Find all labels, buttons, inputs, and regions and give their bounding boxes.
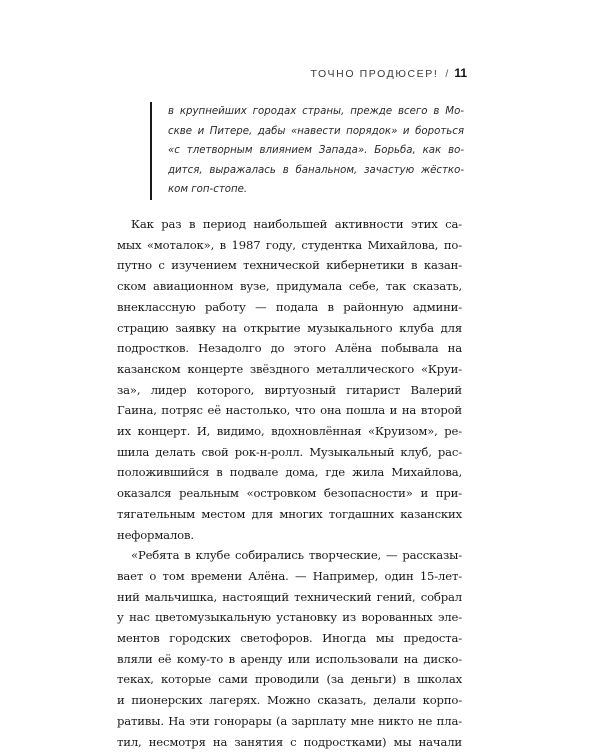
text-line: путно с изучением технической кибернетики в казан- xyxy=(117,258,462,273)
text-line: мых «моталок», в 1987 году, студентка Михайлова, по- xyxy=(117,237,462,252)
text-line: вает о том времени Алёна. — Например, один 15-лет- xyxy=(117,568,462,583)
text-line: неформалов. xyxy=(117,527,194,542)
quote-line: «с тлетворным влиянием Запада». Борьба, как во- xyxy=(168,145,464,157)
text-line: ментов городских светофоров. Иногда мы предоста- xyxy=(117,631,462,646)
book-title: ТОЧНО ПРОДЮСЕР! xyxy=(310,68,439,80)
quote-line: дится, выражалась в банальном, зачастую жёстко- xyxy=(168,164,464,176)
text-line: оказался реальным «островком безопасности» и при- xyxy=(117,486,462,501)
text-line: страцию заявку на открытие музыкального клуба для xyxy=(117,320,462,335)
text-line: казанском концерте звёздного металлического «Круи- xyxy=(117,361,462,376)
text-line: подростков. Незадолго до этого Алёна побывала на xyxy=(117,341,462,356)
quote-line: скве и Питере, дабы «навести порядок» и бороться xyxy=(168,125,464,137)
text-line: внеклассную работу — подала в районную админи- xyxy=(117,299,462,314)
text-line: их концерт. И, видимо, вдохновлённая «Круизом», ре- xyxy=(117,424,462,439)
text-line: «Ребята в клубе собирались творческие, — рассказы- xyxy=(131,548,462,563)
running-head xyxy=(310,66,467,80)
quote-line: в крупнейших городах страны, прежде всего в Мо- xyxy=(168,106,464,117)
quote-line: ком гоп-стопе. xyxy=(168,184,248,196)
text-line: ративы. На эти гонорары (а зарплату мне никто не пла- xyxy=(117,713,462,728)
text-line: ний мальчишка, настоящий технический гений, собрал xyxy=(117,589,462,604)
text-line: тягательным местом для многих тогдашних казанских xyxy=(117,506,462,521)
header-separator: / xyxy=(445,68,449,80)
page-number: 11 xyxy=(454,66,467,80)
text-line: у нас цветомузыкальную установку из ворованных эле- xyxy=(117,610,462,625)
text-line: Как раз в период наибольшей активности этих са- xyxy=(131,217,462,231)
text-line: и пионерских лагерях. Можно сказать, делали корпо- xyxy=(117,693,462,708)
text-line: за», лидер которого, виртуозный гитарист Валерий xyxy=(117,382,462,397)
body-text xyxy=(117,214,462,752)
text-line: тил, несмотря на занятия с подростками) мы начали xyxy=(117,734,462,749)
text-line: ском авиационном вузе, придумала себе, так сказать, xyxy=(117,279,462,294)
text-line: теках, которые сами проводили (за деньги) в школах xyxy=(117,672,462,687)
text-line: вляли её кому-то в аренду или использовали на диско- xyxy=(117,651,462,666)
quote-block xyxy=(150,102,464,200)
text-line: положившийся в подвале дома, где жила Михайлова, xyxy=(117,465,462,480)
text-line: шила делать свой рок-н-ролл. Музыкальный клуб, рас- xyxy=(117,444,462,459)
text-line: Гаина, потряс её настолько, что она пошла и на второй xyxy=(117,403,462,418)
paragraph-2 xyxy=(117,545,462,752)
paragraph-1 xyxy=(117,214,462,545)
